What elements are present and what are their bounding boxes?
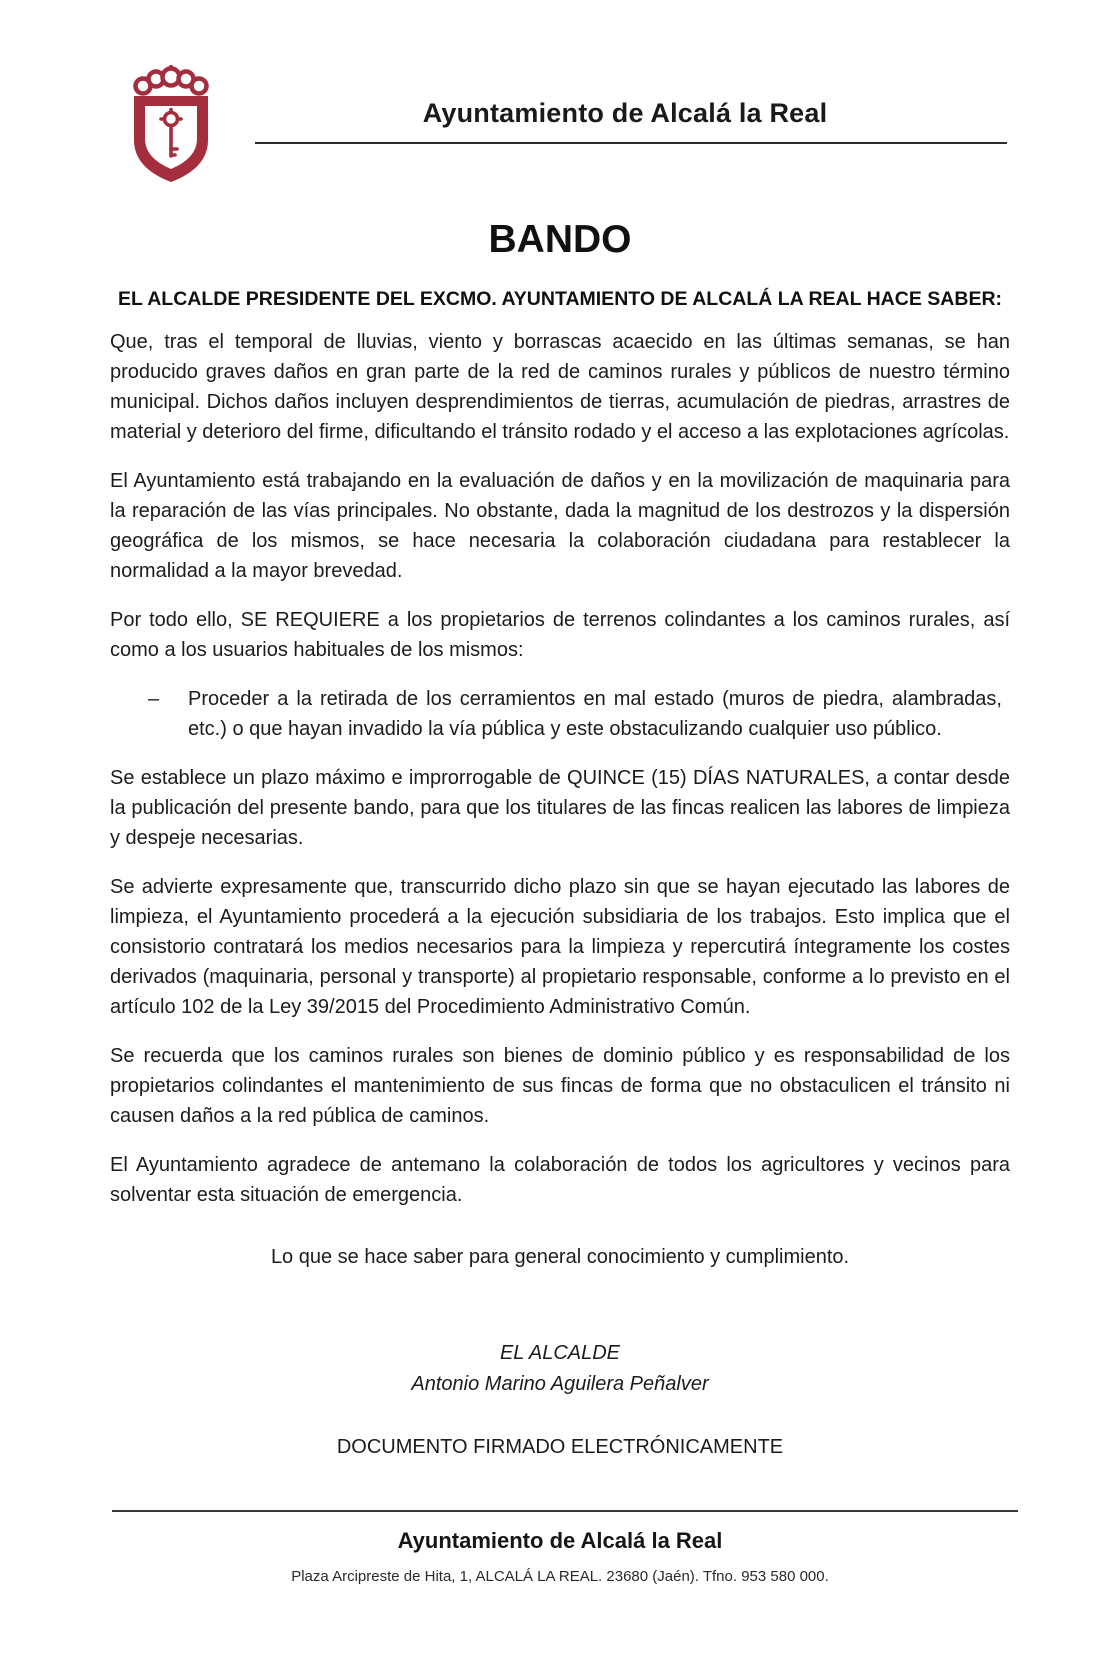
footer-title: Ayuntamiento de Alcalá la Real bbox=[397, 1528, 723, 1553]
coat-of-arms-icon bbox=[120, 64, 222, 190]
bullet-item bbox=[110, 684, 1010, 744]
paragraph-requirement-intro: Por todo ello, SE REQUIERE a los propietarios de terrenos colindantes a los caminos rurales, así como a los usuarios habituales de los mismos: bbox=[110, 609, 1010, 661]
electronic-signature-note: DOCUMENTO FIRMADO ELECTRÓNICAMENTE bbox=[336, 1436, 784, 1458]
bullet-text: Proceder a la retirada de los cerramientos en mal estado (muros de piedra, alambradas, etc.) o que hayan invadido la vía pública y este obstaculizando cualquier uso público. bbox=[188, 688, 1002, 740]
closing-line: Lo que se hace saber para general conocimiento y cumplimiento. bbox=[270, 1246, 850, 1268]
document-body bbox=[110, 218, 1010, 1459]
header-title: Ayuntamiento de Alcalá la Real bbox=[422, 98, 828, 128]
page-title: BANDO bbox=[488, 218, 632, 261]
paragraph-thanks: El Ayuntamiento agradece de antemano la colaboración de todos los agricultores y vecinos para solventar esta situación de emergencia. bbox=[110, 1154, 1010, 1206]
paragraph-subsidiary-execution: Se advierte expresamente que, transcurrido dicho plazo sin que se hayan ejecutado las labores de limpieza, el Ayuntamiento procederá a la ejecución subsidiaria de los trabajos. Esto implica que el consistorio contratará los medios necesarios para la limpieza y repercutirá íntegramente los costes derivados (maquinaria, personal y transporte) al propietario responsable, conforme a lo previsto en el artículo 102 de la Ley 39/2015 del Procedimiento Administrativo Común. bbox=[110, 876, 1010, 1018]
footer-rule bbox=[112, 1510, 1018, 1512]
signature-name: Antonio Marino Aguilera Peñalver bbox=[411, 1373, 709, 1395]
signature-role: EL ALCALDE bbox=[499, 1342, 621, 1364]
paragraph-deadline: Se establece un plazo máximo e improrrogable de QUINCE (15) DÍAS NATURALES, a contar desde la publicación del presente bando, para que los titulares de las fincas realicen las labores de limpieza y despeje necesarias. bbox=[110, 767, 1010, 849]
bullet-dash-marker: – bbox=[148, 688, 160, 710]
paragraph-public-domain: Se recuerda que los caminos rurales son bienes de dominio público y es responsabilidad de los propietarios colindantes el mantenimiento de sus fincas de forma que no obstaculicen el tránsito ni causen daños a la red pública de caminos. bbox=[110, 1045, 1010, 1127]
header-rule bbox=[255, 142, 1007, 144]
signature-block bbox=[110, 1338, 1010, 1400]
footer-address: Plaza Arcipreste de Hita, 1, ALCALÁ LA REAL. 23680 (Jaén). Tfno. 953 580 000. bbox=[291, 1568, 829, 1585]
doc-subtitle: EL ALCALDE PRESIDENTE DEL EXCMO. AYUNTAMIENTO DE ALCALÁ LA REAL HACE SABER: bbox=[117, 288, 1003, 310]
paragraph-evaluation: El Ayuntamiento está trabajando en la evaluación de daños y en la movilización de maquinaria para la reparación de las vías principales. No obstante, dada la magnitud de los destrozos y la dispersión geográfica de los mismos, se hace necesaria la colaboración ciudadana para restablecer la normalidad a la mayor brevedad. bbox=[110, 470, 1010, 582]
paragraph-storm-damage: Que, tras el temporal de lluvias, viento y borrascas acaecido en las últimas semanas, se han producido graves daños en gran parte de la red de caminos rurales y públicos de nuestro término municipal. Dichos daños incluyen desprendimientos de tierras, acumulación de piedras, arrastres de material y deterioro del firme, dificultando el tránsito rodado y el acceso a las explotaciones agrícolas. bbox=[110, 331, 1010, 443]
